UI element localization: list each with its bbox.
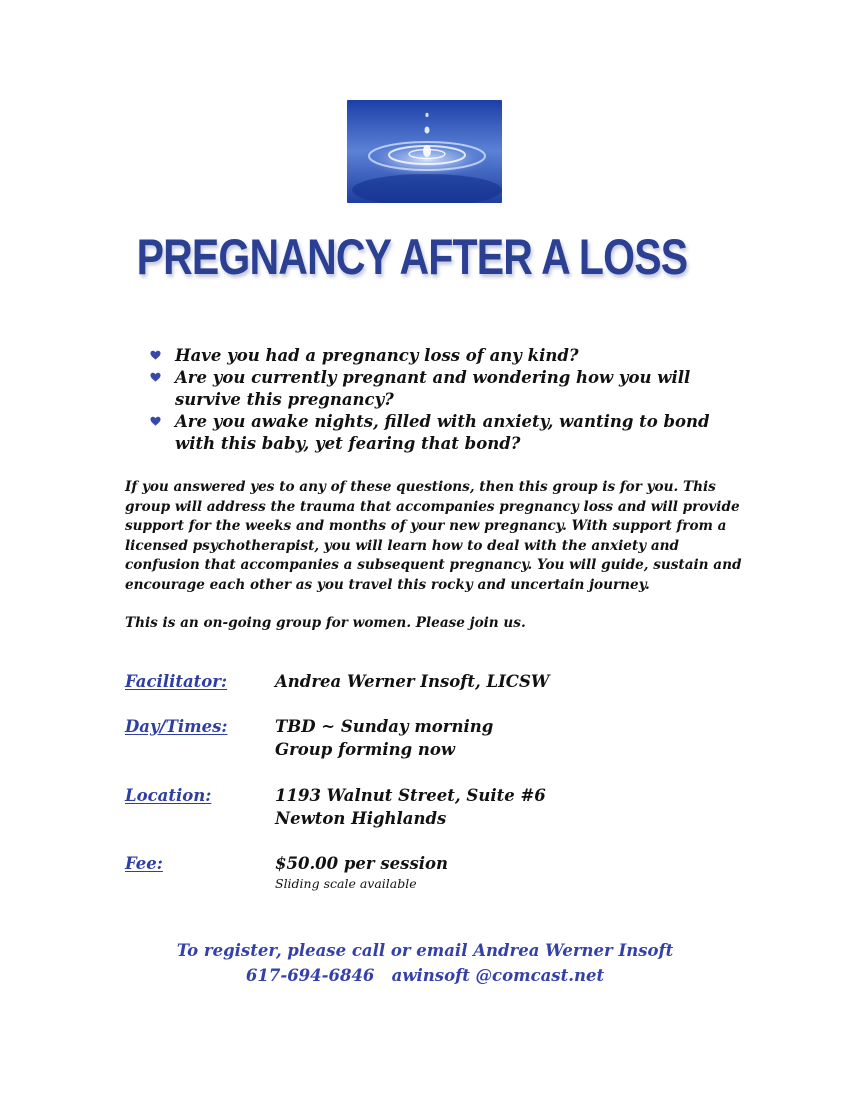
ongoing-note: This is an on-going group for women. Please join us. [125, 615, 526, 631]
intro-paragraph: If you answered yes to any of these questions, then this group is for you. This group will address the trauma that accompanies pregnancy loss and will provide support for the weeks and months of your new pregnancy. With support from a licensed psychotherapist, you will learn how to deal with the anxiety and confusion that accompanies a subsequent pregnancy. You will guide, sustain and encourage each other as you travel this rocky and uncertain journey. [125, 479, 742, 593]
bullet-text: Are you awake nights, filled with anxiety, wanting to bond with this baby, yet fearing that bond? [175, 412, 710, 453]
location-line2: Newton Highlands [275, 809, 447, 828]
facilitator-value: Andrea Werner Insoft, LICSW [275, 672, 550, 691]
fee-line1: $50.00 per session [275, 854, 449, 873]
bullet-text: Are you currently pregnant and wondering how you will survive this pregnancy? [175, 368, 691, 409]
water-drop-image [347, 100, 502, 203]
heart-icon [150, 350, 161, 361]
register-block [0, 938, 850, 988]
register-contact: 617-694-6846 awinsoft @comcast.net [245, 966, 605, 985]
bullet-text: Have you had a pregnancy loss of any kind? [175, 346, 579, 365]
day-times-line1: TBD ~ Sunday morning [275, 717, 494, 736]
list-item [148, 367, 748, 411]
question-list [148, 345, 748, 455]
facilitator-label: Facilitator: [125, 672, 228, 691]
page-title: PREGNANCY AFTER A LOSS [136, 229, 688, 285]
fee-label: Fee: [125, 854, 163, 873]
heart-icon [150, 416, 161, 427]
day-times-line2: Group forming now [275, 740, 456, 759]
location-label: Location: [125, 786, 212, 805]
list-item [148, 411, 748, 455]
location-line1: 1193 Walnut Street, Suite #6 [275, 786, 546, 805]
day-times-label: Day/Times: [125, 717, 228, 736]
register-line1: To register, please call or email Andrea Werner Insoft [176, 941, 674, 960]
fee-line2: Sliding scale available [275, 876, 417, 891]
list-item [148, 345, 748, 367]
heart-icon [150, 372, 161, 383]
